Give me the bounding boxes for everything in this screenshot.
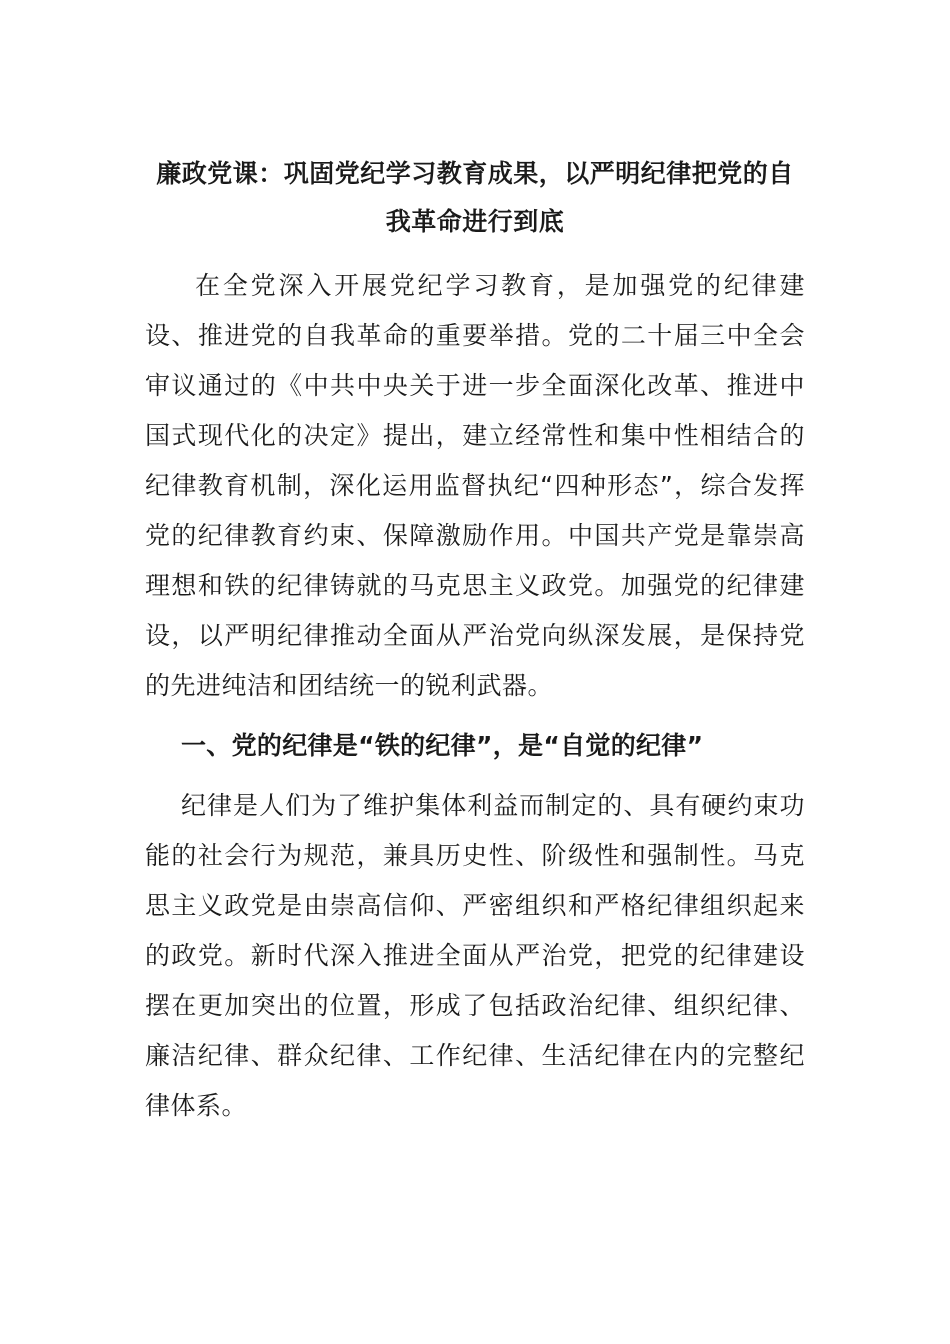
document-title: 廉政党课：巩固党纪学习教育成果，以严明纪律把党的自我革命进行到底 — [156, 159, 794, 236]
section-heading-1: 一、党的纪律是“铁的纪律”，是“自觉的纪律” — [181, 731, 704, 760]
paragraph-intro: 在全党深入开展党纪学习教育，是加强党的纪律建设、推进党的自我革命的重要举措。党的二十届三中全会审议通过的《中共中央关于进一步全面深化改革、推进中国式现代化的决定》提出，建立经常性和集中性相结合的纪律教育机制，深化运用监督执纪“四种形态”，综合发挥党的纪律教育约束、保障激励作用。中国共产党是靠崇高理想和铁的纪律铸就的马克思主义政党。加强党的纪律建设，以严明纪律推动全面从严治党向纵深发展，是保持党的先进纯洁和团结统一的锐利武器。 — [145, 271, 805, 700]
paragraph-section-1: 纪律是人们为了维护集体利益而制定的、具有硬约束功能的社会行为规范，兼具历史性、阶级性和强制性。马克思主义政党是由崇高信仰、严密组织和严格纪律组织起来的政党。新时代深入推进全面从严治党，把党的纪律建设摆在更加突出的位置，形成了包括政治纪律、组织纪律、廉洁纪律、群众纪律、工作纪律、生活纪律在内的完整纪律体系。 — [145, 791, 805, 1120]
